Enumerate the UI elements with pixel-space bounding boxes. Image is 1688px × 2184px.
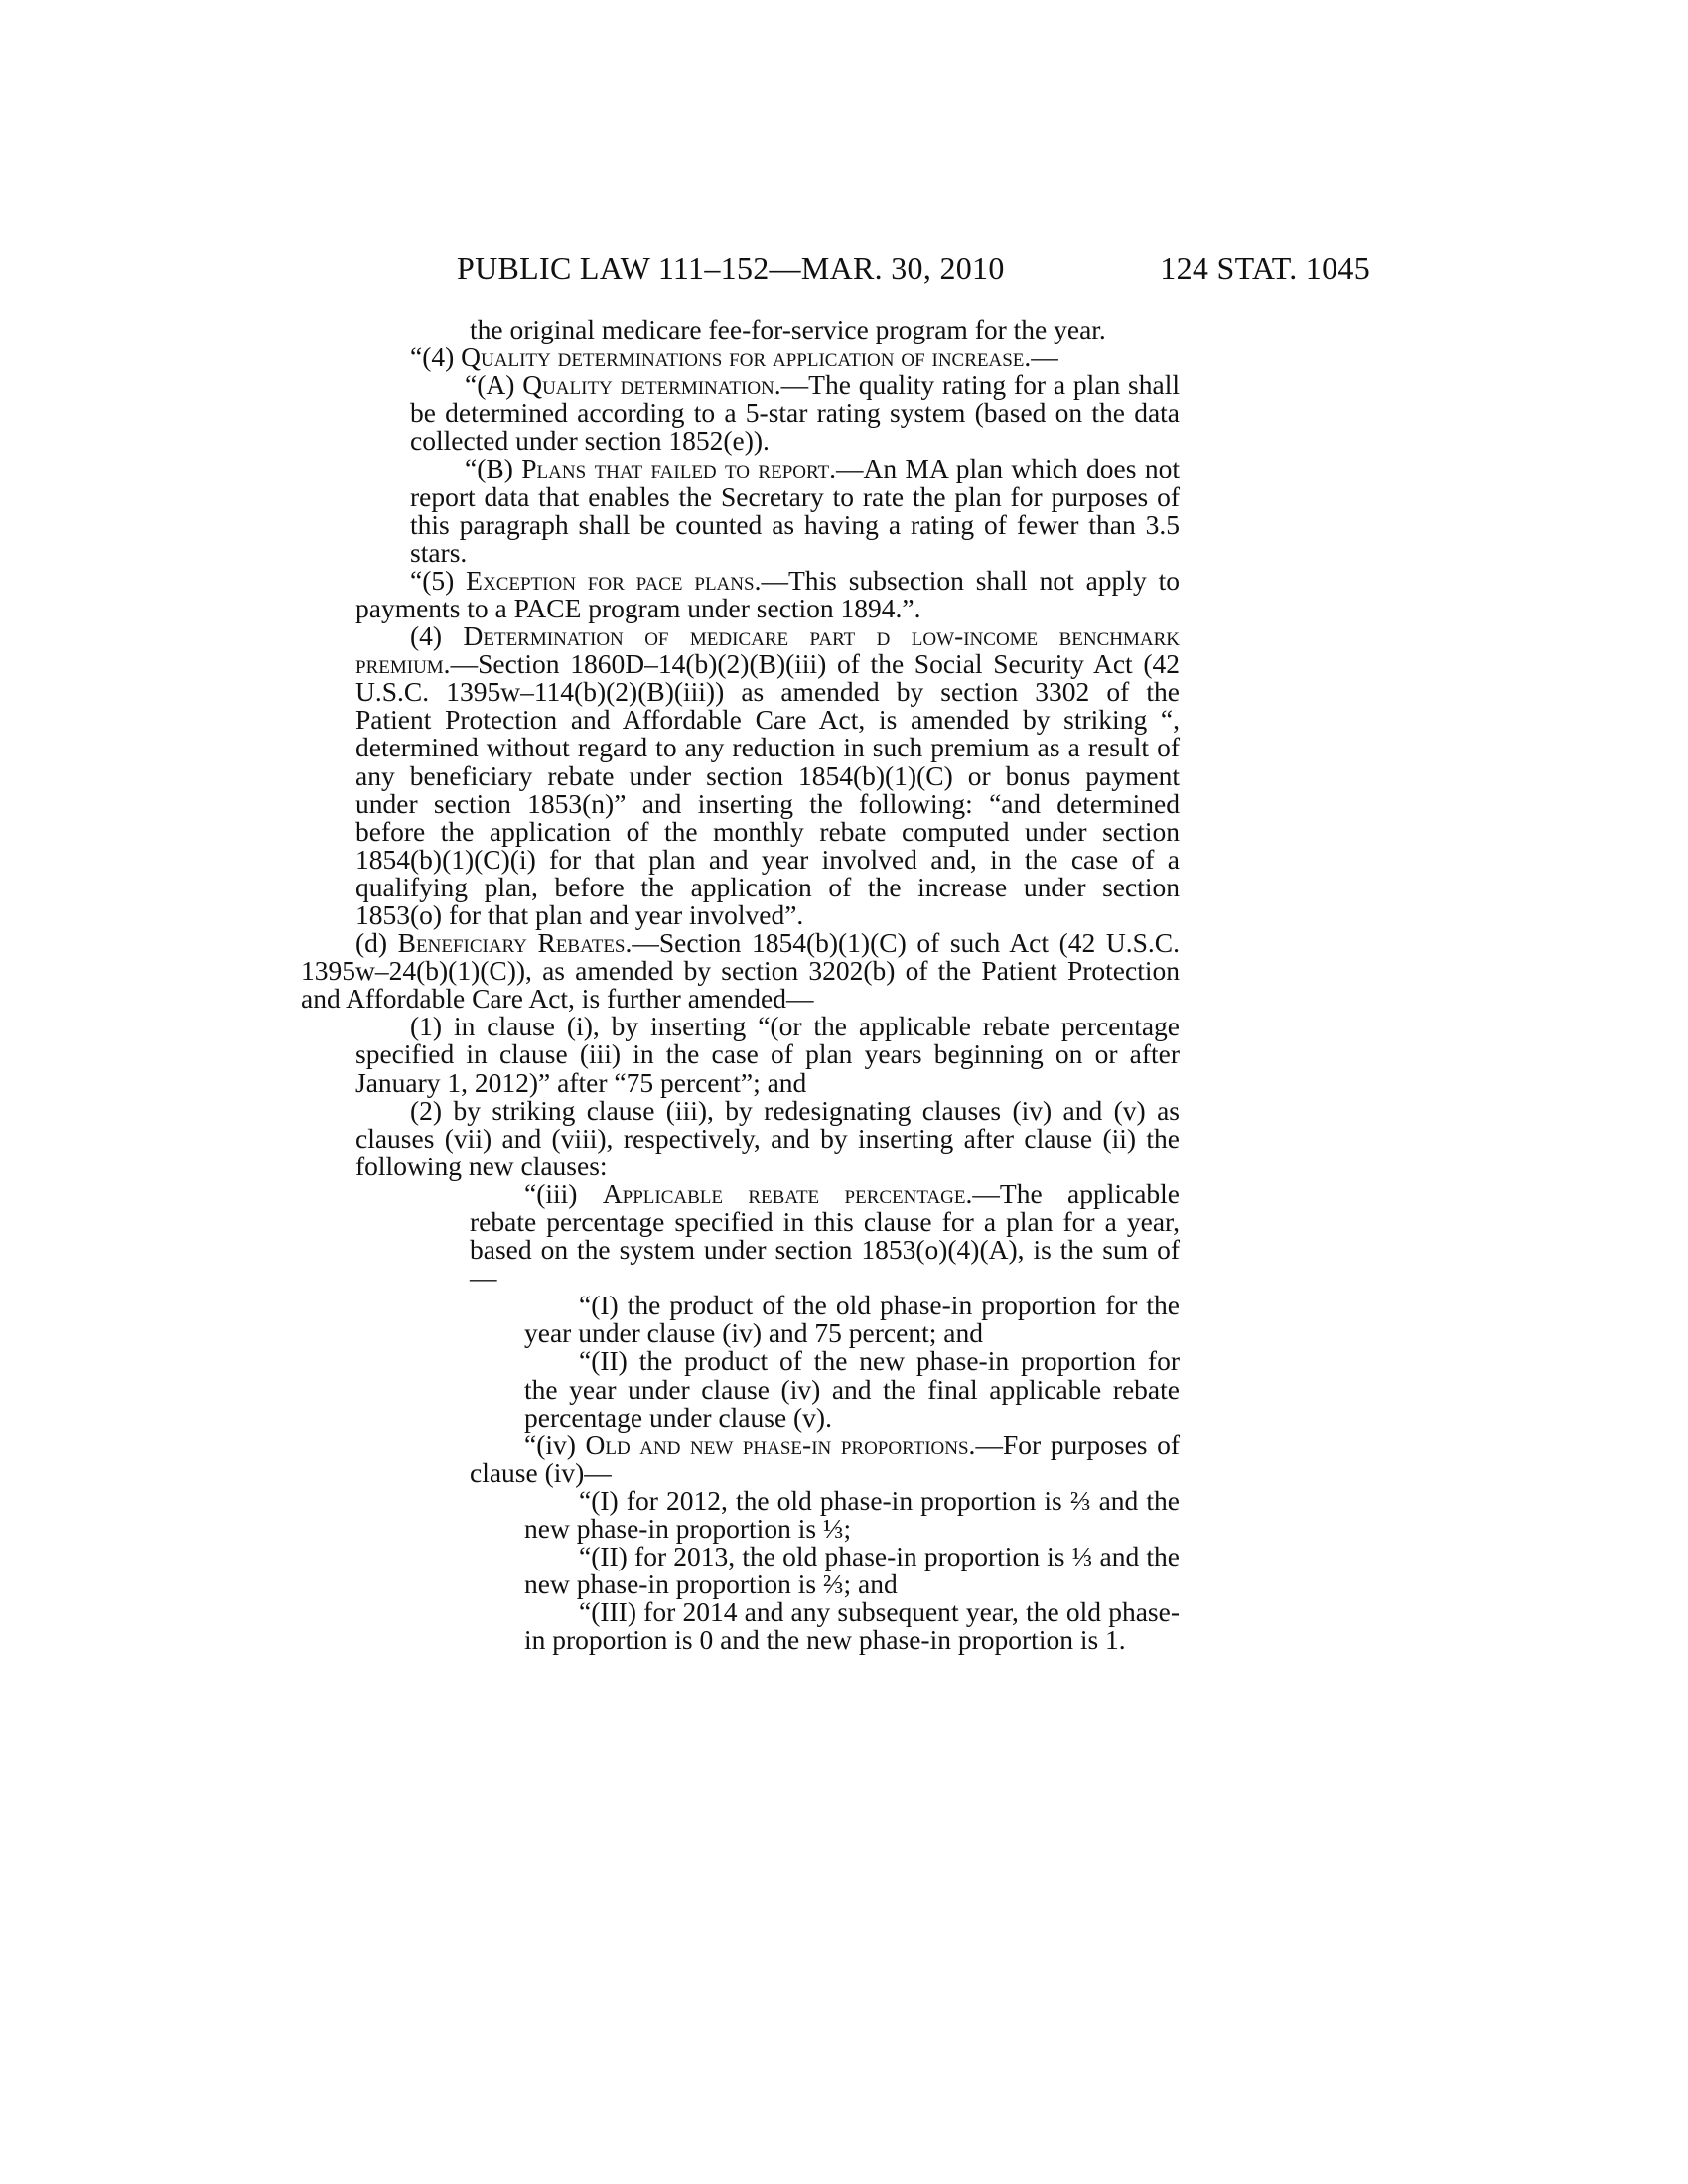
paragraph-heading: Applicable rebate percentage. <box>602 1177 973 1209</box>
paragraph-number: (d) <box>355 927 398 959</box>
paragraph-continuation <box>470 316 1180 343</box>
paragraph-number: “(4) <box>410 341 462 373</box>
paragraph-text: “(II) the product of the new phase-in proportion for the year under clause (iv) and the final applicable rebate percentage under clause (v). <box>524 1345 1180 1433</box>
public-law-citation: PUBLIC LAW 111–152—MAR. 30, 2010 <box>457 250 1005 286</box>
paragraph-text: “(I) for 2012, the old phase-in proportion is ⅔ and the new phase-in proportion is ⅓; <box>524 1484 1180 1545</box>
paragraph-2-striking <box>355 1094 1180 1181</box>
paragraph-4-determination <box>355 622 1180 929</box>
paragraph-text: “(I) the product of the old phase-in proportion for the year under clause (iv) and 75 percent; and <box>524 1290 1180 1349</box>
paragraph-number: “(B) <box>465 453 522 484</box>
subparagraph-a <box>410 371 1180 455</box>
paragraph-number: “(A) <box>465 369 523 401</box>
paragraph-text: “(II) for 2013, the old phase-in proportion is ⅓ and the new phase-in proportion is ⅔; and <box>524 1541 1180 1600</box>
paragraph-5-exception <box>355 564 1180 623</box>
paragraph-text: —For purposes of clause (iv)— <box>470 1429 1180 1488</box>
paragraph-text: (1) in clause (i), by inserting “(or the applicable rebate percentage specified in clause (iii) in the case of plan years beginning on or after January 1, 2012)” after “75 percent”; and <box>355 1011 1180 1098</box>
paragraph-number: (4) <box>410 620 464 652</box>
paragraph-text: “(III) for 2014 and any subsequent year, the old phase-in proportion is 0 and the new phase-in proportion is 1. <box>524 1596 1180 1656</box>
paragraph-heading: Determination of medicare part d low-income benchmark premium. <box>355 620 1180 680</box>
paragraph-1-clause-i <box>355 1013 1180 1096</box>
clause-iii-applicable-rebate <box>470 1177 1181 1294</box>
paragraph-number: “(iii) <box>524 1177 603 1209</box>
document-body <box>301 316 1180 1655</box>
subsection-d-beneficiary-rebates <box>301 929 1180 1013</box>
paragraph-text: —An MA plan which does not report data that enables the Secretary to rate the plan for purposes of this paragraph shall be counted as having a rating of fewer than 3.5 stars. <box>410 453 1180 568</box>
subclause-ii-2013 <box>524 1543 1180 1598</box>
paragraph-text: —This subsection shall not apply to payments to a PACE program under section 1894.”. <box>355 564 1180 623</box>
paragraph-heading: Beneficiary Rebates. <box>397 927 633 959</box>
subclause-ii-new-proportion <box>524 1347 1180 1431</box>
paragraph-heading: Plans that failed to report. <box>521 453 836 484</box>
page-header <box>457 248 1370 288</box>
paragraph-4-quality <box>355 343 1180 371</box>
statute-page-number: 124 STAT. 1045 <box>1160 250 1370 286</box>
subclause-iii-2014 <box>524 1598 1180 1654</box>
paragraph-text: —Section 1860D–14(b)(2)(B)(iii) of the Social Security Act (42 U.S.C. 1395w–114(b)(2)(B)(iii)) as amended by section 3302 of the Patient Protection and Affordable Care Act, is amended by striking “, determined without regard to any reduction in such premium as a result of any beneficiary rebate under section 1854(b)(1)(C) or bonus payment under section 1853(n)” and inserting the following: “and determined before the application of the monthly rebate computed under section 1854(b)(1)(C)(i) for that plan and year involved and, in the case of a qualifying plan, before the application of the increase under section 1853(o) for that plan and year involved”. <box>355 648 1180 930</box>
paragraph-number: “(5) <box>410 564 467 596</box>
clause-iv-phase-in-proportions <box>470 1429 1180 1488</box>
paragraph-heading: Exception for pace plans. <box>466 564 762 596</box>
paragraph-text: — <box>1031 341 1058 373</box>
subparagraph-b <box>410 455 1180 566</box>
paragraph-text: —The applicable rebate percentage specified in this clause for a plan for a year, based on the system under section 1853(o)(4)(A), is the sum of— <box>470 1177 1181 1294</box>
paragraph-text: —The quality rating for a plan shall be determined according to a 5-star rating system (based on the data collected under section 1852(e)). <box>410 369 1180 457</box>
paragraph-text: the original medicare fee-for-service program for the year. <box>470 314 1106 344</box>
paragraph-text: —Section 1854(b)(1)(C) of such Act (42 U.S.C. 1395w–24(b)(1)(C)), as amended by section 3202(b) of the Patient Protection and Affordable Care Act, is further amended— <box>301 927 1180 1015</box>
subclause-i-2012 <box>524 1484 1180 1545</box>
paragraph-text: (2) by striking clause (iii), by redesignating clauses (iv) and (v) as clauses (vii) and (viii), respectively, and by inserting after clause (ii) the following new clauses: <box>355 1094 1180 1181</box>
paragraph-heading: Quality determination. <box>522 369 781 401</box>
paragraph-heading: Old and new phase-in proportions. <box>585 1429 976 1460</box>
paragraph-heading: Quality determinations for application of increase. <box>461 341 1032 373</box>
paragraph-number: “(iv) <box>524 1429 586 1460</box>
subclause-i-old-proportion <box>524 1292 1180 1347</box>
